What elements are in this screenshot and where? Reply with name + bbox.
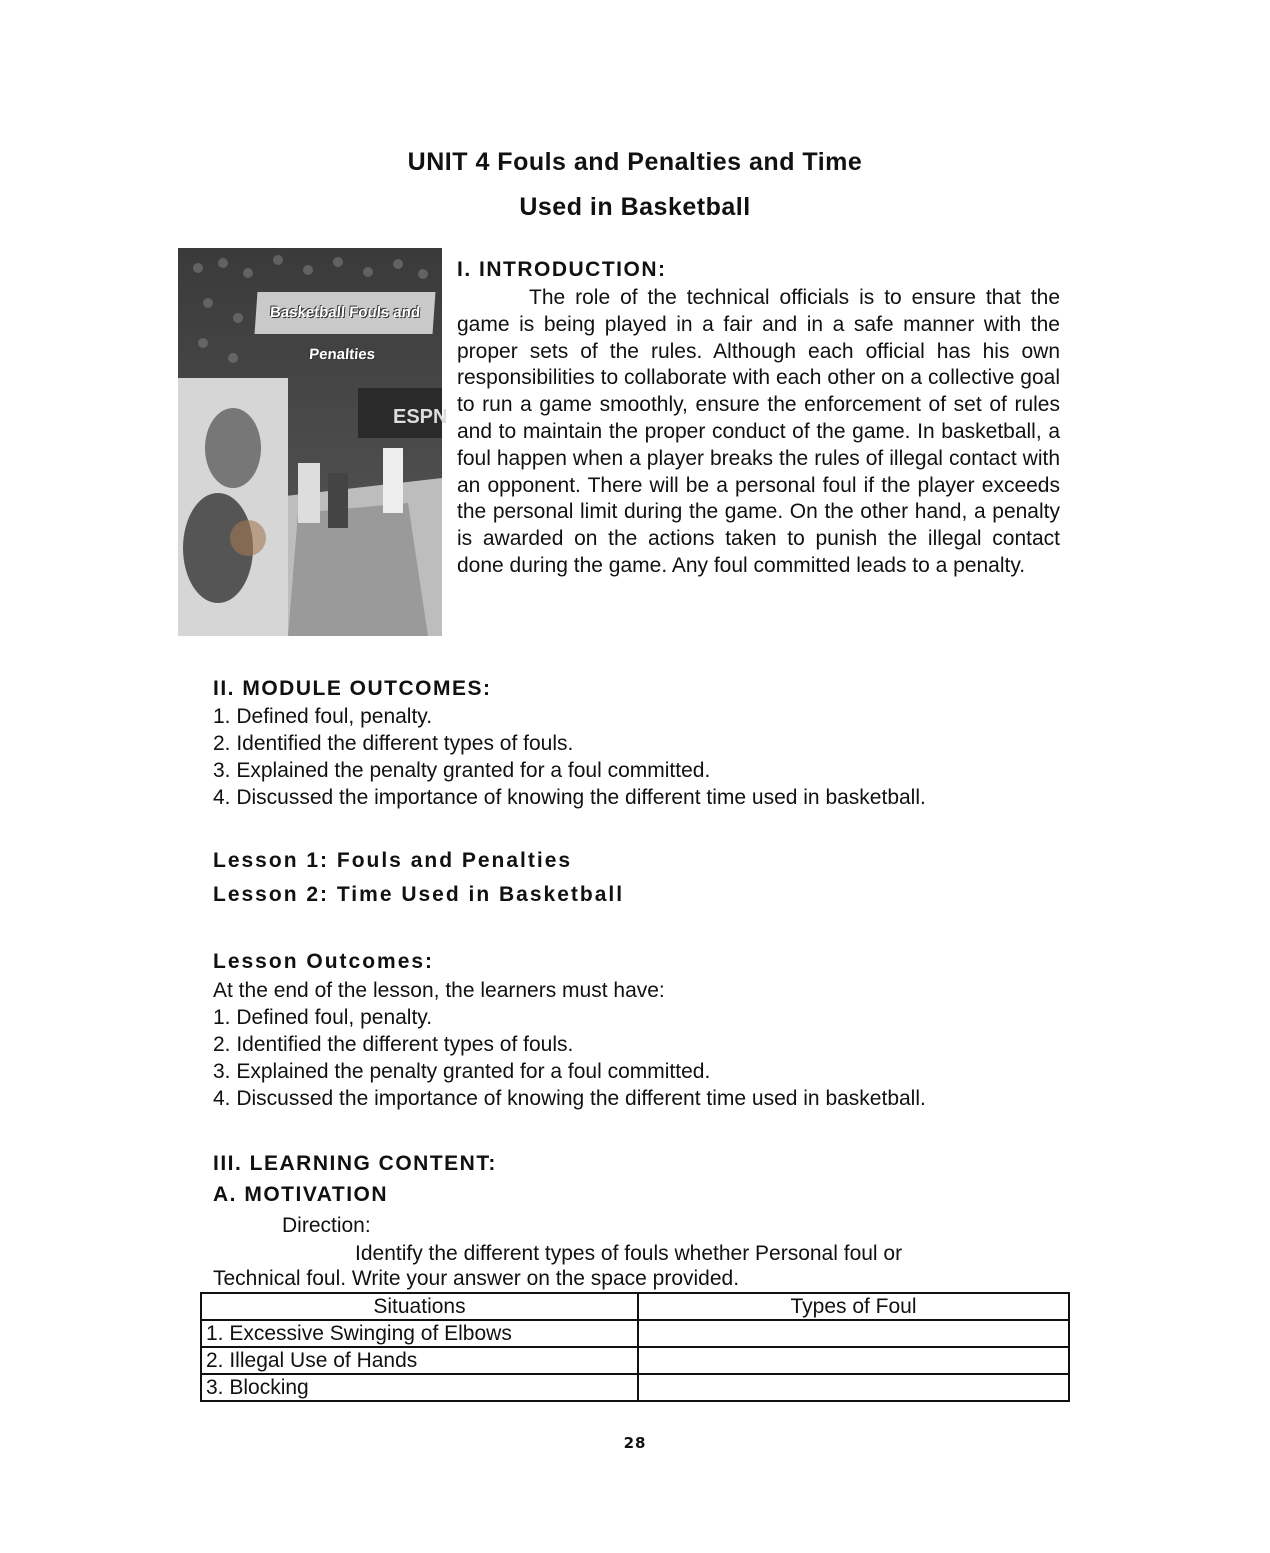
page-number: 28 — [623, 1434, 647, 1452]
direction-line-2: Technical foul. Write your answer on the space provided. — [213, 1267, 740, 1290]
introduction-heading: I. INTRODUCTION: — [457, 258, 667, 281]
figure-banner: Basketball Fouls and Penalties — [255, 292, 436, 334]
direction-line-1: Identify the different types of fouls whether Personal foul or — [355, 1242, 903, 1265]
list-item: 4. Discussed the importance of knowing the different time used in basketball. — [213, 1087, 926, 1110]
answer-cell[interactable] — [638, 1374, 1069, 1401]
header-types-of-foul: Types of Foul — [638, 1293, 1069, 1320]
table-row — [201, 1320, 1069, 1347]
unit-title-line-2: Used in Basketball — [519, 193, 751, 221]
lesson-2-title: Lesson 2: Time Used in Basketball — [213, 883, 625, 906]
direction-label: Direction: — [282, 1214, 371, 1237]
table-row — [201, 1374, 1069, 1401]
svg-text:ESPN: ESPN — [393, 406, 448, 428]
table-row — [201, 1347, 1069, 1374]
lesson-outcomes-intro: At the end of the lesson, the learners must have: — [213, 979, 665, 1002]
list-item: 1. Defined foul, penalty. — [213, 1006, 433, 1029]
list-item: 1. Defined foul, penalty. — [213, 705, 433, 728]
situation-cell: 2. Illegal Use of Hands — [201, 1347, 638, 1374]
situation-cell: 1. Excessive Swinging of Elbows — [201, 1320, 638, 1347]
answer-cell[interactable] — [638, 1347, 1069, 1374]
unit-title-line-1: UNIT 4 Fouls and Penalties and Time — [407, 148, 863, 176]
introduction-paragraph — [457, 285, 1060, 580]
lesson-outcomes-list — [213, 977, 926, 1112]
fouls-table — [200, 1292, 1070, 1402]
list-item: 3. Explained the penalty granted for a foul committed. — [213, 759, 711, 782]
module-outcomes-heading: II. MODULE OUTCOMES: — [213, 677, 492, 700]
situation-cell: 3. Blocking — [201, 1374, 638, 1401]
list-item: 3. Explained the penalty granted for a foul committed. — [213, 1060, 711, 1083]
lesson-outcomes-heading: Lesson Outcomes: — [213, 950, 435, 973]
module-outcomes-list — [213, 703, 926, 811]
learning-content-heading: III. LEARNING CONTENT: — [213, 1152, 497, 1175]
list-item: 2. Identified the different types of fouls. — [213, 1033, 574, 1056]
header-situations: Situations — [201, 1293, 638, 1320]
table-header-row — [201, 1293, 1069, 1320]
list-item: 4. Discussed the importance of knowing the different time used in basketball. — [213, 786, 926, 809]
introduction-text: The role of the technical officials is to ensure that the game is being played in a fair and in a safe manner with the proper sets of the rules. Although each official has his own responsibilities to collaborate with each other on a collective goal to run a game smoothly, ensure the enforcement of set of rules and to maintain the proper conduct of the game. In basketball, a foul happen when a player breaks the rules of illegal contact with an opponent. There will be a personal foul if the player exceeds the personal limit during the game. On the other hand, a penalty is awarded on the actions taken to punish the illegal contact done during the game. Any foul committed leads to a penalty. — [457, 286, 1060, 577]
answer-cell[interactable] — [638, 1320, 1069, 1347]
motivation-heading: A. MOTIVATION — [213, 1183, 389, 1206]
list-item: 2. Identified the different types of fouls. — [213, 732, 574, 755]
lesson-1-title: Lesson 1: Fouls and Penalties — [213, 849, 573, 872]
basketball-photo-collage-icon — [178, 248, 448, 636]
